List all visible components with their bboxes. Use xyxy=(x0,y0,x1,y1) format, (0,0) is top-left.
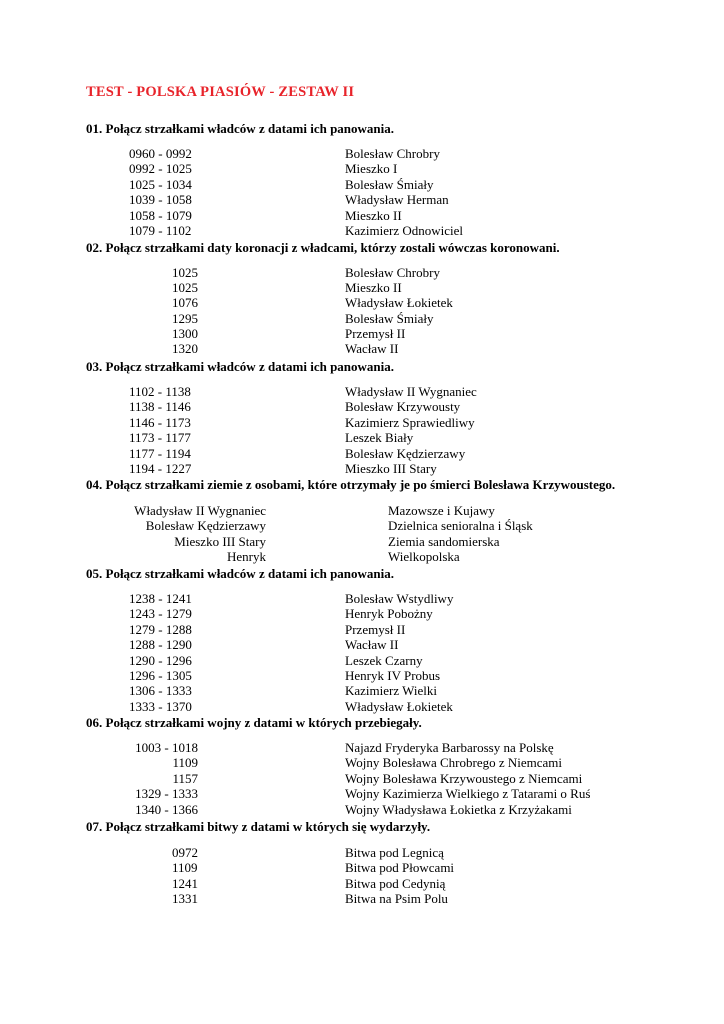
match-row xyxy=(0,534,724,549)
match-row xyxy=(0,637,724,652)
right-item: Najazd Fryderyka Barbarossy na Polskę xyxy=(345,740,554,755)
left-item: 1288 - 1290 xyxy=(129,637,192,653)
left-item: Henryk xyxy=(227,549,266,565)
match-row xyxy=(0,399,724,414)
match-row xyxy=(0,518,724,533)
right-item: Leszek Czarny xyxy=(345,652,423,668)
match-row xyxy=(0,549,724,564)
right-item: Władysław Łokietek xyxy=(345,698,453,714)
left-item: 1138 - 1146 xyxy=(129,399,191,415)
match-row xyxy=(0,891,724,906)
match-row xyxy=(0,415,724,430)
right-item: Ziemia sandomierska xyxy=(388,533,500,549)
match-row xyxy=(0,668,724,683)
match-row xyxy=(0,326,724,341)
match-row xyxy=(0,295,724,310)
right-item: Bitwa pod Legnicą xyxy=(345,845,444,860)
match-row xyxy=(0,802,724,817)
left-item: 1333 - 1370 xyxy=(129,698,192,714)
right-item: Bolesław Chrobry xyxy=(345,265,440,280)
right-item: Władysław Łokietek xyxy=(345,295,453,311)
right-item: Kazimierz Odnowiciel xyxy=(345,223,464,238)
right-item: Przemysł II xyxy=(345,325,406,341)
left-item: 1306 - 1333 xyxy=(129,683,192,699)
left-item: 1243 - 1279 xyxy=(129,606,192,622)
right-item: Bolesław Wstydliwy xyxy=(345,591,454,606)
left-item: 1340 - 1366 xyxy=(135,801,198,817)
right-item: Mazowsze i Kujawy xyxy=(388,503,495,518)
match-row xyxy=(0,699,724,714)
match-row xyxy=(0,503,724,518)
match-row xyxy=(0,146,724,161)
left-item: 1025 xyxy=(172,265,198,280)
match-row xyxy=(0,653,724,668)
question-7: 07. Połącz strzałkami bitwy z datami w których się wydarzyły. xyxy=(86,819,431,834)
left-item: 1058 - 1079 xyxy=(129,207,192,223)
left-item: Bolesław Kędzierzawy xyxy=(145,518,266,534)
match-row xyxy=(0,177,724,192)
right-item: Przemysł II xyxy=(345,621,406,637)
left-item: Władysław II Wygnaniec xyxy=(134,503,266,518)
left-item: 1331 xyxy=(172,891,198,907)
right-item: Mieszko I xyxy=(345,161,398,177)
left-item: 1109 xyxy=(172,860,198,876)
match-row xyxy=(0,622,724,637)
right-item: Bitwa pod Cedynią xyxy=(345,875,446,891)
left-item: 1329 - 1333 xyxy=(135,786,198,802)
right-item: Bolesław Śmiały xyxy=(345,310,434,326)
left-item: 1079 - 1102 xyxy=(129,223,192,238)
left-item: 1295 xyxy=(172,310,198,326)
match-row xyxy=(0,740,724,755)
left-item: 0972 xyxy=(172,845,198,860)
right-item: Władysław Herman xyxy=(345,192,449,208)
left-item: 1290 - 1296 xyxy=(129,652,192,668)
left-item: 1320 xyxy=(172,341,198,356)
right-item: Henryk Pobożny xyxy=(345,606,433,622)
match-row xyxy=(0,311,724,326)
right-item: Władysław II Wygnaniec xyxy=(345,384,477,399)
question-2: 02. Połącz strzałkami daty koronacji z władcami, którzy zostali wówczas koronowani. xyxy=(86,240,560,255)
question-3: 03. Połącz strzałkami władców z datami ich panowania. xyxy=(86,359,395,374)
match-row xyxy=(0,192,724,207)
match-row xyxy=(0,280,724,295)
right-item: Leszek Biały xyxy=(345,430,414,446)
left-item: 1102 - 1138 xyxy=(129,384,191,399)
left-item: 1039 - 1058 xyxy=(129,192,192,208)
right-item: Wacław II xyxy=(345,341,399,356)
match-row xyxy=(0,461,724,476)
match-row xyxy=(0,161,724,176)
match-row xyxy=(0,591,724,606)
right-item: Wojny Władysława Łokietka z Krzyżakami xyxy=(345,801,572,817)
right-item: Bitwa pod Płowcami xyxy=(345,860,455,876)
left-item: 1194 - 1227 xyxy=(129,461,192,476)
left-item: 1076 xyxy=(172,295,198,311)
left-item: 1238 - 1241 xyxy=(129,591,192,606)
left-item: 1300 xyxy=(172,325,198,341)
question-5: 05. Połącz strzałkami władców z datami ich panowania. xyxy=(86,566,395,581)
left-item: 0960 - 0992 xyxy=(129,146,192,161)
question-6: 06. Połącz strzałkami wojny z datami w których przebiegały. xyxy=(86,715,422,730)
right-item: Mieszko II xyxy=(345,207,402,223)
right-item: Bolesław Chrobry xyxy=(345,146,440,161)
match-row xyxy=(0,341,724,356)
right-item: Wielkopolska xyxy=(388,549,460,565)
match-row xyxy=(0,845,724,860)
right-item: Bolesław Krzywousty xyxy=(345,399,461,415)
right-item: Wojny Bolesława Chrobrego z Niemcami xyxy=(345,755,563,771)
right-item: Mieszko II xyxy=(345,280,402,296)
match-row xyxy=(0,876,724,891)
match-row xyxy=(0,860,724,875)
right-item: Wacław II xyxy=(345,637,399,653)
left-item: 1003 - 1018 xyxy=(135,740,198,755)
right-item: Kazimierz Wielki xyxy=(345,683,438,699)
left-item: 1157 xyxy=(172,770,198,786)
right-item: Bolesław Kędzierzawy xyxy=(345,445,466,461)
match-row xyxy=(0,265,724,280)
match-row xyxy=(0,755,724,770)
left-item: Mieszko III Stary xyxy=(174,533,266,549)
left-item: 0992 - 1025 xyxy=(129,161,192,177)
right-item: Dzielnica senioralna i Śląsk xyxy=(388,518,533,534)
left-item: 1279 - 1288 xyxy=(129,621,192,637)
right-item: Bitwa na Psim Polu xyxy=(345,891,448,907)
match-row xyxy=(0,208,724,223)
left-item: 1177 - 1194 xyxy=(129,445,191,461)
left-item: 1296 - 1305 xyxy=(129,668,192,683)
right-item: Mieszko III Stary xyxy=(345,461,437,476)
match-row xyxy=(0,606,724,621)
right-item: Kazimierz Sprawiedliwy xyxy=(345,414,475,430)
match-row xyxy=(0,223,724,238)
question-1: 01. Połącz strzałkami władców z datami ich panowania. xyxy=(86,121,395,136)
match-row xyxy=(0,446,724,461)
match-row xyxy=(0,771,724,786)
left-item: 1146 - 1173 xyxy=(129,414,191,430)
left-item: 1109 xyxy=(172,755,198,771)
page-title: TEST - POLSKA PIASIÓW - ZESTAW II xyxy=(86,84,355,100)
right-item: Wojny Bolesława Krzywoustego z Niemcami xyxy=(345,770,583,786)
left-item: 1173 - 1177 xyxy=(129,430,191,446)
left-item: 1241 xyxy=(172,875,198,891)
question-4: 04. Połącz strzałkami ziemie z osobami, które otrzymały je po śmierci Bolesława Krzywoustego. xyxy=(86,477,616,492)
right-item: Henryk IV Probus xyxy=(345,668,441,683)
match-row xyxy=(0,786,724,801)
match-row xyxy=(0,430,724,445)
right-item: Wojny Kazimierza Wielkiego z Tatarami o Ruś xyxy=(345,786,591,802)
left-item: 1025 xyxy=(172,280,198,296)
right-item: Bolesław Śmiały xyxy=(345,176,434,192)
left-item: 1025 - 1034 xyxy=(129,176,192,192)
match-row xyxy=(0,384,724,399)
match-row xyxy=(0,683,724,698)
